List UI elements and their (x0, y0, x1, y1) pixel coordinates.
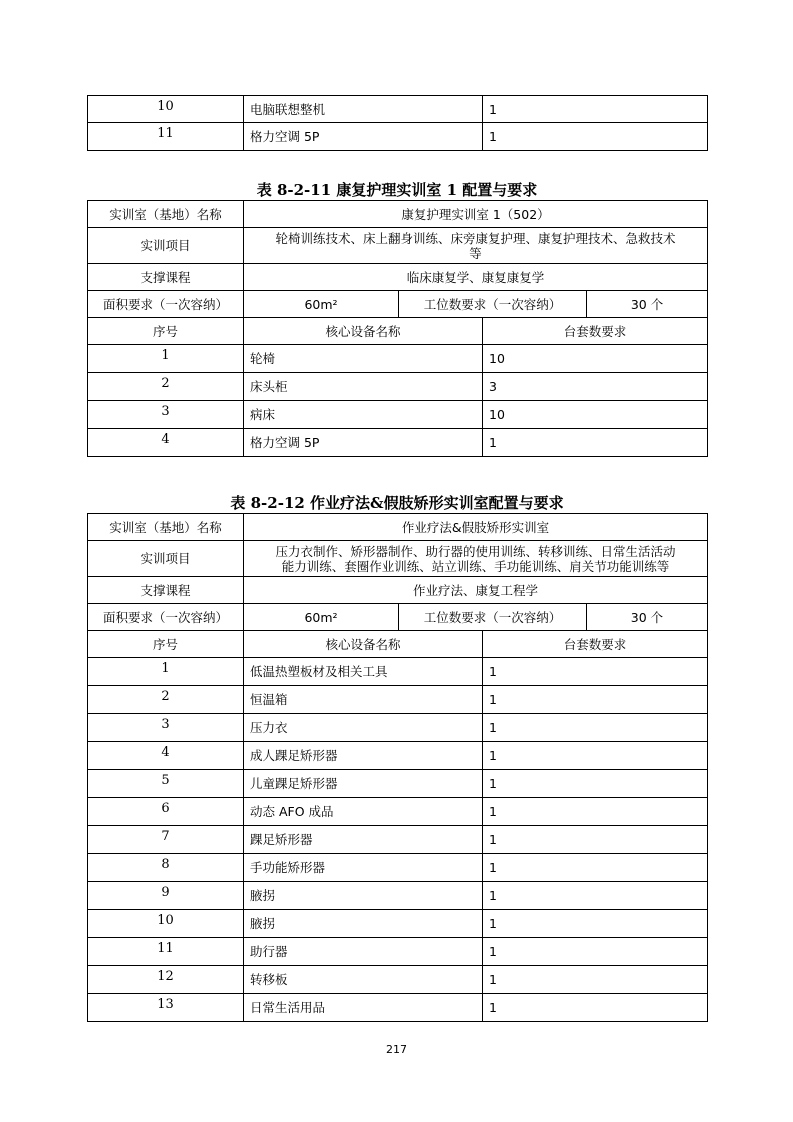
table-row (88, 123, 708, 151)
table-row (88, 373, 708, 401)
equipment-qty: 1 (483, 854, 708, 882)
equipment-name: 腋拐 (244, 882, 483, 910)
table-row (88, 96, 708, 123)
station-label: 工位数要求（一次容纳） (399, 604, 587, 631)
row-number: 5 (88, 770, 244, 798)
station-value: 30 个 (587, 291, 708, 318)
table-row (88, 345, 708, 373)
col-header-name: 核心设备名称 (244, 631, 483, 658)
room-value: 作业疗法&假肢矫形实训室 (244, 514, 708, 541)
row-number: 11 (88, 938, 244, 966)
table-row (88, 994, 708, 1022)
row-number: 4 (88, 742, 244, 770)
equipment-qty: 1 (483, 714, 708, 742)
equipment-qty: 1 (483, 770, 708, 798)
equipment-name: 病床 (244, 401, 483, 429)
row-number: 6 (88, 798, 244, 826)
table-row (88, 826, 708, 854)
equipment-name: 成人踝足矫形器 (244, 742, 483, 770)
equipment-qty: 1 (483, 798, 708, 826)
equipment-qty: 1 (483, 910, 708, 938)
project-line-1: 轮椅训练技术、床上翻身训练、床旁康复护理、康复护理技术、急救技术 (275, 230, 676, 246)
table-row (88, 798, 708, 826)
equipment-qty: 1 (483, 686, 708, 714)
row-number: 1 (88, 345, 244, 373)
equipment-qty: 1 (483, 826, 708, 854)
equipment-name: 低温热塑板材及相关工具 (244, 658, 483, 686)
project-line-2: 能力训练、套圈作业训练、站立训练、手功能训练、肩关节功能训练等 (281, 558, 670, 574)
row-number: 9 (88, 882, 244, 910)
equipment-qty: 1 (483, 966, 708, 994)
course-label: 支撑课程 (88, 577, 244, 604)
room-label: 实训室（基地）名称 (88, 514, 244, 541)
col-header-qty: 台套数要求 (483, 318, 708, 345)
row-number: 12 (88, 966, 244, 994)
course-value: 作业疗法、康复工程学 (244, 577, 708, 604)
equipment-name: 动态 AFO 成品 (244, 798, 483, 826)
row-number: 2 (88, 373, 244, 401)
area-label: 面积要求（一次容纳） (88, 604, 244, 631)
station-value: 30 个 (587, 604, 708, 631)
equipment-name: 日常生活用品 (244, 994, 483, 1022)
area-value: 60m² (244, 291, 399, 318)
col-header-no: 序号 (88, 631, 244, 658)
equipment-name: 转移板 (244, 966, 483, 994)
table-row (88, 938, 708, 966)
area-value: 60m² (244, 604, 399, 631)
col-header-name: 核心设备名称 (244, 318, 483, 345)
equipment-rows (88, 658, 708, 1022)
project-line-2: 等 (469, 245, 482, 261)
col-header-qty: 台套数要求 (483, 631, 708, 658)
row-number: 4 (88, 429, 244, 457)
equipment-name: 手功能矫形器 (244, 854, 483, 882)
table-row (88, 686, 708, 714)
equipment-name: 儿童踝足矫形器 (244, 770, 483, 798)
table-row (88, 429, 708, 457)
course-label: 支撑课程 (88, 264, 244, 291)
equipment-name: 踝足矫形器 (244, 826, 483, 854)
config-table-rehab-nursing (87, 200, 708, 457)
equipment-qty: 10 (483, 401, 708, 429)
equipment-qty: 1 (483, 123, 708, 151)
row-number: 8 (88, 854, 244, 882)
table-row (88, 910, 708, 938)
equipment-qty: 1 (483, 994, 708, 1022)
table-row (88, 742, 708, 770)
project-value (244, 541, 708, 577)
row-number: 13 (88, 994, 244, 1022)
station-label: 工位数要求（一次容纳） (399, 291, 587, 318)
room-label: 实训室（基地）名称 (88, 201, 244, 228)
course-value: 临床康复学、康复康复学 (244, 264, 708, 291)
project-line-1: 压力衣制作、矫形器制作、助行器的使用训练、转移训练、日常生活活动 (275, 543, 676, 559)
equipment-name: 助行器 (244, 938, 483, 966)
equipment-qty: 1 (483, 658, 708, 686)
project-label: 实训项目 (88, 228, 244, 264)
area-label: 面积要求（一次容纳） (88, 291, 244, 318)
equipment-name: 格力空调 5P (244, 429, 483, 457)
room-value: 康复护理实训室 1（502） (244, 201, 708, 228)
row-number: 11 (88, 123, 244, 151)
row-number: 7 (88, 826, 244, 854)
table-row (88, 966, 708, 994)
header-row (88, 631, 708, 658)
equipment-name: 床头柜 (244, 373, 483, 401)
continuation-table (87, 95, 708, 151)
row-number: 10 (88, 96, 244, 123)
equipment-qty: 3 (483, 373, 708, 401)
table-row (88, 401, 708, 429)
equipment-qty: 1 (483, 96, 708, 123)
table-caption: 表 8-2-11 康复护理实训室 1 配置与要求 (256, 181, 538, 199)
equipment-qty: 1 (483, 938, 708, 966)
table-row (88, 854, 708, 882)
config-table-ot-orthotics (87, 513, 708, 1022)
page-number: 217 (386, 1043, 407, 1056)
row-number: 10 (88, 910, 244, 938)
table-row (88, 658, 708, 686)
equipment-qty: 1 (483, 429, 708, 457)
table-row (88, 770, 708, 798)
equipment-qty: 1 (483, 742, 708, 770)
equipment-name: 压力衣 (244, 714, 483, 742)
row-number: 1 (88, 658, 244, 686)
project-value (244, 228, 708, 264)
col-header-no: 序号 (88, 318, 244, 345)
equipment-qty: 10 (483, 345, 708, 373)
row-number: 2 (88, 686, 244, 714)
row-number: 3 (88, 714, 244, 742)
equipment-name: 腋拐 (244, 910, 483, 938)
table-row (88, 714, 708, 742)
row-number: 3 (88, 401, 244, 429)
equipment-name: 电脑联想整机 (244, 96, 483, 123)
equipment-name: 格力空调 5P (244, 123, 483, 151)
header-row (88, 318, 708, 345)
equipment-name: 恒温箱 (244, 686, 483, 714)
equipment-qty: 1 (483, 882, 708, 910)
table-row (88, 882, 708, 910)
equipment-name: 轮椅 (244, 345, 483, 373)
project-label: 实训项目 (88, 541, 244, 577)
table-caption: 表 8-2-12 作业疗法&假肢矫形实训室配置与要求 (230, 494, 564, 512)
